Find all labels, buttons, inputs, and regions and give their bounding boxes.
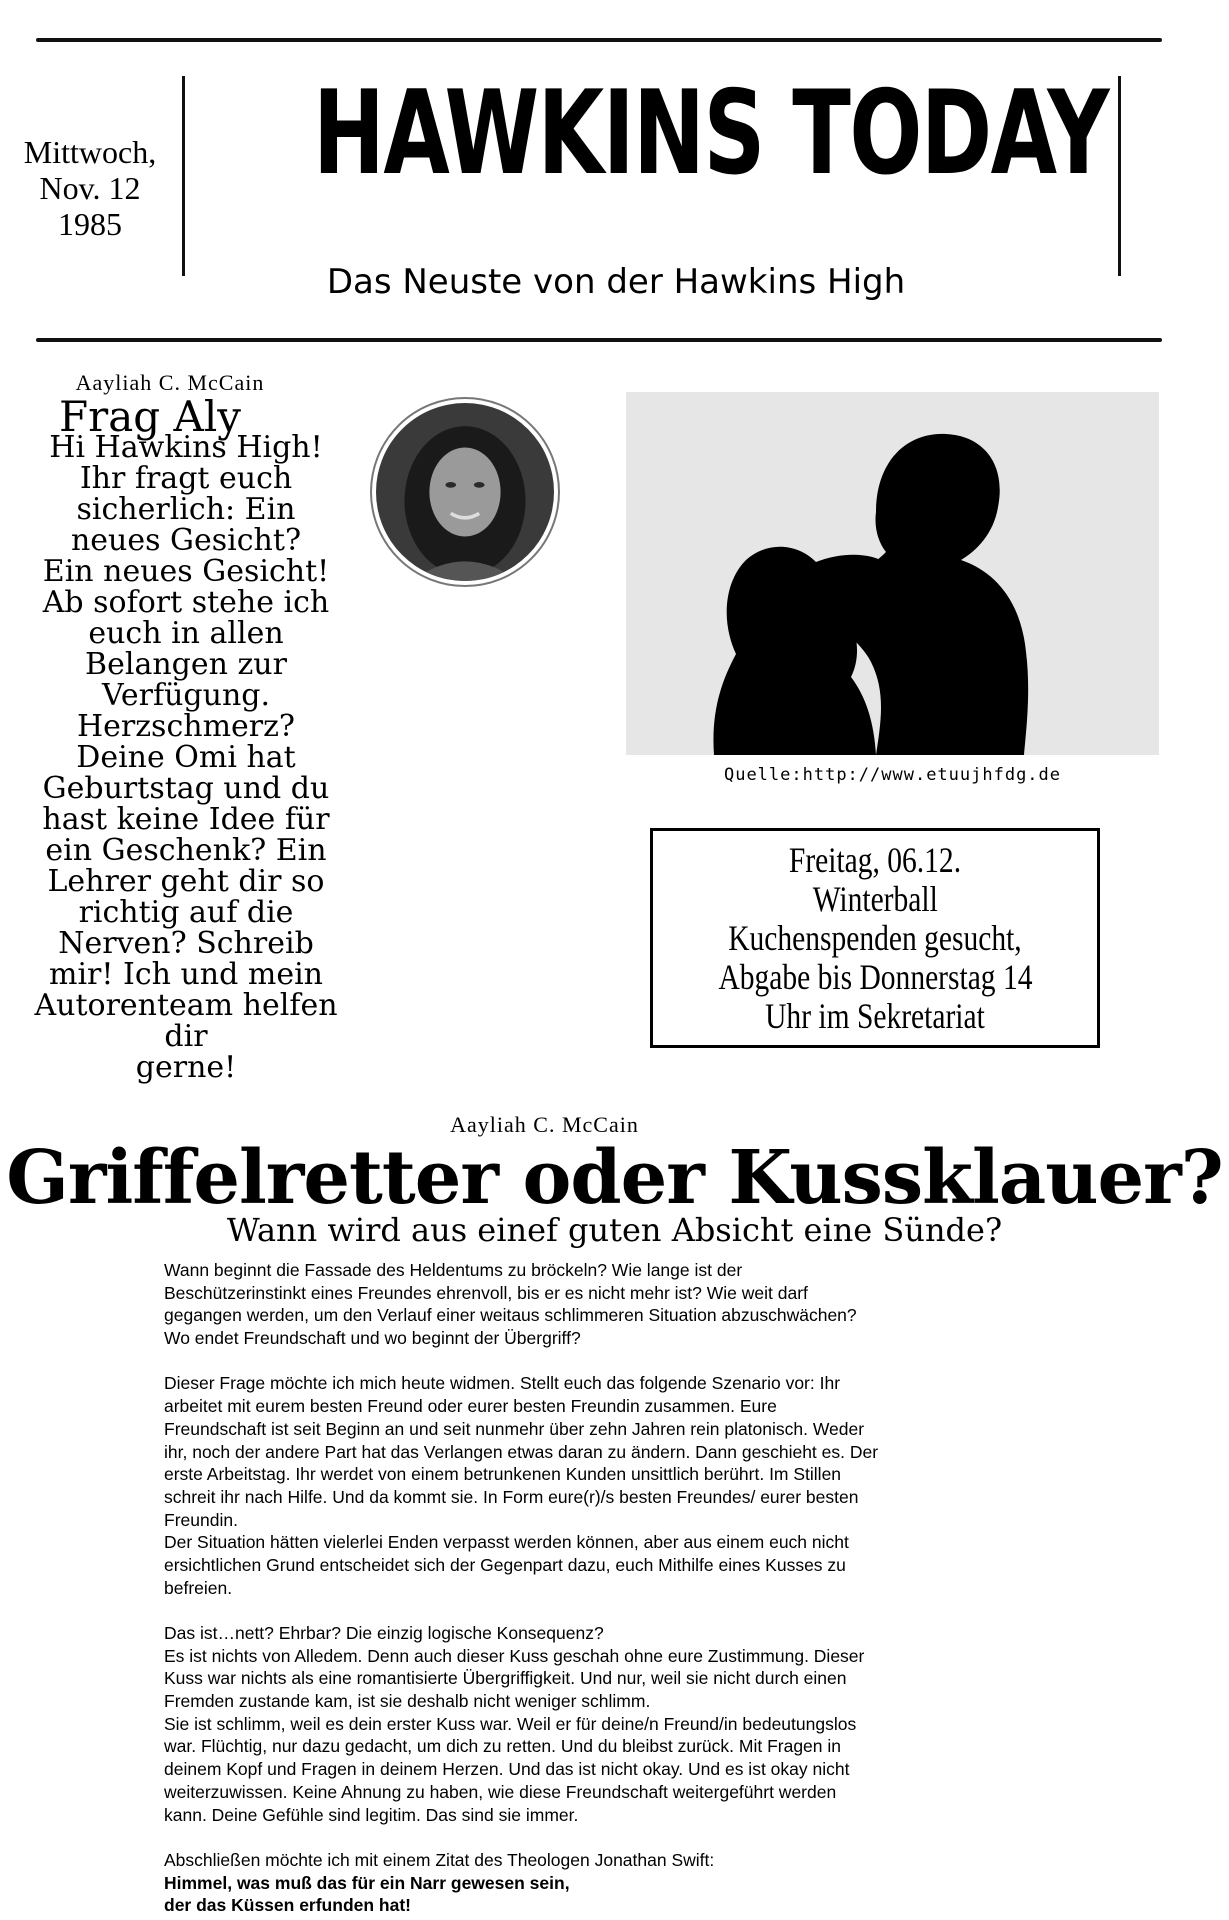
article-line: Das ist…nett? Ehrbar? Die einzig logische Konsequenz?	[164, 1623, 604, 1643]
photo-caption: Quelle:http://www.etuujhfdg.de	[723, 765, 1062, 785]
issue-date	[0, 134, 180, 242]
date-line: Mittwoch,	[23, 134, 157, 170]
paragraph-gap	[164, 1826, 964, 1849]
article-line: Abschließen möchte ich mit einem Zitat des Theologen Jonathan Swift:	[164, 1849, 715, 1870]
article-line: Fremden zustande kam, ist sie deshalb nicht weniger schlimm.	[164, 1691, 651, 1712]
article-line: Beschützerinstinkt eines Freundes ehrenvoll, bis er es nicht mehr ist? Wie weit darf	[164, 1282, 808, 1303]
article-line: weiterzuwissen. Keine Ahnung zu haben, wie diese Freundschaft weitergeführt werden	[164, 1781, 837, 1802]
quote-line: Himmel, was muß das für ein Narr gewesen sein,	[164, 1872, 570, 1893]
column-author: Aayliah C. McCain	[75, 370, 265, 395]
article-line: Freundin.	[164, 1509, 238, 1530]
notice-line: Uhr im Sekretariat	[765, 995, 985, 1036]
column-line: Lehrer geht dir so	[47, 864, 325, 899]
date-line: 1985	[58, 206, 122, 242]
column-line: Nerven? Schreib	[58, 926, 314, 961]
masthead-bottom-rule	[36, 338, 1162, 342]
column-line: gerne!	[135, 1050, 237, 1085]
quote-line: der das Küssen erfunden hat!	[164, 1895, 411, 1916]
masthead-right-divider	[1118, 76, 1121, 276]
notice-line: Winterball	[812, 878, 938, 919]
article-line: kann. Deine Gefühle sind legitim. Das sind sie immer.	[164, 1804, 579, 1825]
notice-line: Kuchenspenden gesucht,	[728, 917, 1022, 958]
column-line: Deine Omi hat	[76, 740, 296, 775]
article-line: ihr, noch der andere Part hat das Verlangen etwas daran zu ändern. Dann geschieht es. Der	[164, 1441, 879, 1462]
column-line: richtig auf die	[78, 895, 294, 930]
article-body	[164, 1259, 964, 1917]
column-line: ein Geschenk? Ein	[45, 833, 327, 868]
article-line: Kuss war nichts als eine romantisierte Übergriffigkeit. Und nur, weil sie nicht durch einen	[164, 1668, 847, 1689]
column-line: Ab sofort stehe ich	[42, 585, 330, 620]
column-line: Herzschmerz?	[76, 709, 295, 744]
column-line: neues Gesicht?	[70, 523, 302, 558]
article-line: gegangen werden, um den Verlauf einer weitaus schlimmeren Situation abzuschwächen?	[164, 1305, 857, 1326]
article-line: erste Arbeitstag. Ihr werdet von einem betrunkenen Kunden unsittlich berührt. Im Stillen	[164, 1464, 842, 1485]
article-author: Aayliah C. McCain	[450, 1112, 639, 1137]
author-portrait-image	[376, 403, 554, 581]
author-avatar	[370, 397, 560, 587]
column-title: Frag Aly	[59, 392, 241, 441]
paragraph-gap	[164, 1350, 964, 1373]
article-line: Dieser Frage möchte ich mich heute widmen. Stellt euch das folgende Szenario vor: Ihr	[164, 1373, 841, 1394]
column-line: euch in allen	[88, 616, 284, 651]
column-line: Autorenteam helfen	[34, 988, 338, 1023]
column-line: mir! Ich und mein	[49, 957, 323, 992]
column-body	[0, 432, 372, 1083]
article-line: Der Situation hätten vielerlei Enden verpasst werden können, aber aus einem euch nicht	[164, 1532, 849, 1553]
notice-line: Freitag, 06.12.	[788, 839, 962, 880]
article-line: befreien.	[164, 1577, 233, 1598]
column-line: dir	[164, 1019, 208, 1054]
notice-line: Abgabe bis Donnerstag 14	[717, 956, 1032, 997]
newspaper-title: HAWKINS TODAY	[313, 66, 1109, 201]
paragraph-gap	[164, 1599, 964, 1622]
article-line: Freundschaft ist seit Beginn an und seit nunmehr über zehn Jahren rein platonisch. Weder	[164, 1418, 865, 1439]
column-line: Ein neues Gesicht!	[42, 554, 330, 589]
article-line: Sie ist schlimm, weil es dein erster Kuss war. Weil er für deine/n Freund/in bedeutungslos	[164, 1713, 857, 1734]
article-photo	[626, 392, 1159, 755]
column-line: Hi Hawkins High!	[49, 430, 323, 465]
article-headline: Griffelretter oder Kussklauer?	[6, 1135, 1223, 1221]
column-line: Ihr fragt euch	[79, 461, 293, 496]
column-line: Geburtstag und du	[42, 771, 330, 806]
article-line: arbeitet mit eurem besten Freund oder eurer besten Freundin zusammen. Eure	[164, 1396, 777, 1417]
article-line: ersichtlichen Grund entscheidet sich der Gegenpart dazu, euch Mithilfe eines Kusses zu	[164, 1554, 846, 1575]
article-line: Es ist nichts von Alledem. Denn auch dieser Kuss geschah ohne eure Zustimmung. Dieser	[164, 1645, 865, 1666]
article-line: war. Flüchtig, nur dazu gedacht, um dich zu retten. Und du bleibst zurück. Mit Fragen in	[164, 1736, 842, 1757]
column-line: hast keine Idee für	[42, 802, 330, 837]
masthead-left-divider	[182, 76, 185, 276]
newspaper-subtitle: Das Neuste von der Hawkins High	[326, 262, 906, 302]
kissing-couple-silhouette	[626, 392, 1159, 755]
article-line: Wann beginnt die Fassade des Heldentums zu bröckeln? Wie lange ist der	[164, 1260, 743, 1280]
date-line: Nov. 12	[39, 170, 141, 206]
article-dek: Wann wird aus einef guten Absicht eine Sünde?	[226, 1211, 1003, 1249]
masthead-top-rule	[36, 38, 1162, 42]
winterball-notice	[650, 828, 1100, 1048]
article-line: schreit ihr nach Hilfe. Und da kommt sie. In Form eure(r)/s besten Freundes/ eurer besten	[164, 1486, 859, 1507]
column-line: Belangen zur	[85, 647, 287, 682]
column-line: Verfügung.	[101, 678, 271, 713]
article-line: Wo endet Freundschaft und wo beginnt der Übergriff?	[164, 1328, 581, 1349]
column-line: sicherlich: Ein	[76, 492, 296, 527]
article-line: deinem Kopf und Fragen in deinem Herzen. Und das ist nicht okay. Und es ist okay nicht	[164, 1759, 850, 1780]
